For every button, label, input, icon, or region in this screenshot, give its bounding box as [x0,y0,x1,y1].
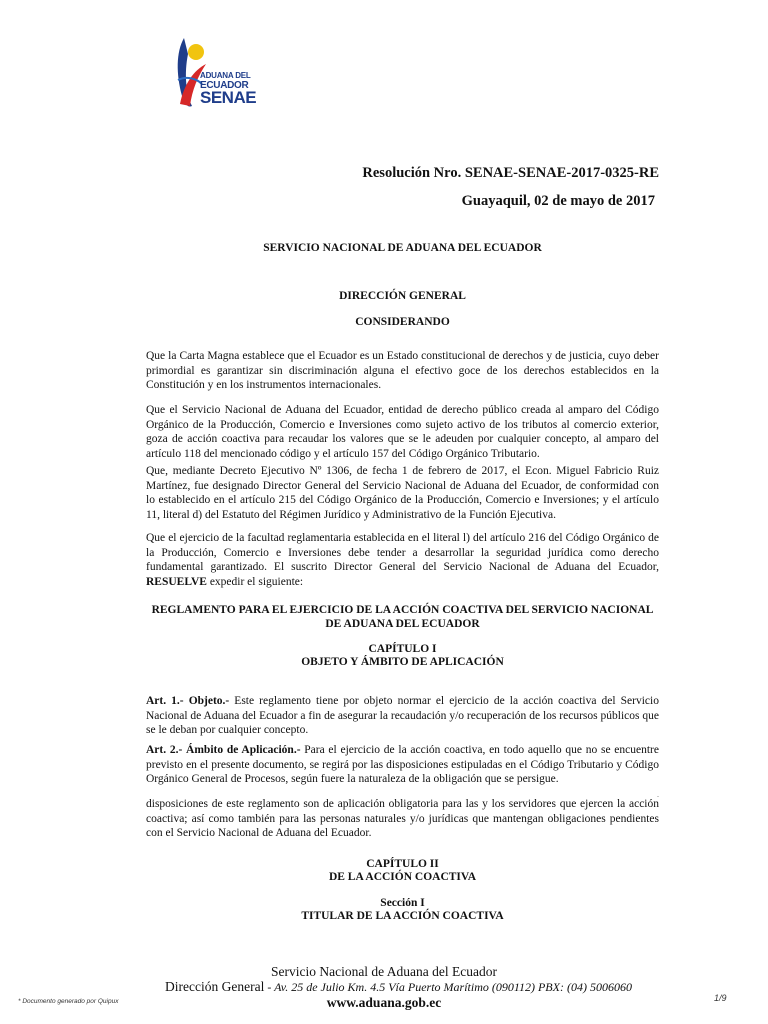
paragraph-2: Que el Servicio Nacional de Aduana del Ecuador, entidad de derecho público creada al amparo del Código Orgánico de la Producción, Comercio e Inversiones como sujeto activo de los tributos al comercio exterior, goza de acción coactiva para recaudar los valores que se le adeuden por cualquier concepto, al amparo del artículo 118 del mencionado código y el artículo 157 del Código Orgánico Tributario. [146,404,659,460]
paragraph-4-end: expedir el siguiente: [206,575,304,588]
paragraph-5: disposiciones de este reglamento son de aplicación obligatoria para las y los servidores que ejercen la acción coactiva; así como también para las personas naturales y/o jurídicas que mantengan obligaciones pendientes con el Servicio Nacional de Aduana del Ecuador. [146,798,659,839]
resuelve-keyword: RESUELVE [146,575,207,588]
regulation-title-line-2: DE ADUANA DEL ECUADOR [325,618,480,630]
paragraph-1: Que la Carta Magna establece que el Ecuador es un Estado constitucional de derechos y de justicia, cuyo deber primordial es garantizar sin discriminación alguna el efectivo goce de los derechos establecidos en la Constitución y en los instrumentos internacionales. [146,350,659,391]
paragraph-4-text: Que el ejercicio de la facultad reglamentaria establecida en el literal l) del artículo 216 del Código Orgánico de la Producción, Comercio e Inversiones debe tender a desarrollar la seguridad jurídica como derecho fundamental garantizado. El suscrito Director General del Servicio Nacional de Aduana del Ecuador, [146,532,659,573]
page-number: 1/9 [714,993,727,1003]
section-1-heading: Sección I [380,897,425,909]
logo-line-3: SENAE [200,88,257,107]
logo-line-2: ECUADOR [200,80,249,91]
chapter-1-heading: CAPÍTULO I [368,643,437,655]
footer-direction: Dirección General [165,979,265,994]
footer-address: - Av. 25 de Julio Km. 4.5 Vía Puerto Marítimo (090112) PBX: (04) 5006060 [264,980,632,994]
resolution-date: Guayaquil, 02 de mayo de 2017 [461,193,655,209]
article-1 [146,694,659,738]
chapter-1-title: OBJETO Y ÁMBITO DE APLICACIÓN [301,656,504,668]
article-2-text: Para el ejercicio de la acción coactiva, en todo aquello que no se encuentre previsto en el presente documento, se regirá por las disposiciones estipuladas en el Código Tributario y Código Orgánico General de Procesos, según fuere la naturaleza de la obligación que se persigue. [146,744,659,785]
paragraph-4 [146,531,659,589]
generated-note: * Documento generado por Quipux [18,998,119,1005]
logo-line-1: ADUANA DEL [200,71,251,80]
article-2 [146,743,659,787]
direction-heading: DIRECCIÓN GENERAL [339,290,466,302]
regulation-title-line-1: REGLAMENTO PARA EL EJERCICIO DE LA ACCIÓN COACTIVA DEL SERVICIO NACIONAL [151,604,654,616]
section-1-title: TITULAR DE LA ACCIÓN COACTIVA [301,910,504,922]
institution-heading: SERVICIO NACIONAL DE ADUANA DEL ECUADOR [263,242,542,254]
footer-institution: Servicio Nacional de Aduana del Ecuador [270,964,498,979]
footer-address-line [165,979,632,995]
paragraph-3: Que, mediante Decreto Ejecutivo Nº 1306, de fecha 1 de febrero de 2017, el Econ. Miguel Fabricio Ruiz Martínez, fue designado Director General del Servicio Nacional de Aduana del Ecuador, de conformidad con lo establecido en el artículo 215 del Código Orgánico de la Producción, Comercio e Inversiones; y el artículo 11, literal d) del Estatuto del Régimen Jurídico y Administrativo de la Función Ejecutiva. [146,465,659,521]
article-2-label: Art. 2.- Ámbito de Aplicación.- [146,744,301,756]
chapter-2-heading: CAPÍTULO II [366,858,439,870]
senae-logo [170,34,280,114]
chapter-2-title: DE LA ACCIÓN COACTIVA [328,871,477,883]
stray-mark: . [657,790,659,799]
considerando-heading: CONSIDERANDO [355,316,450,328]
article-1-label: Art. 1.- Objeto.- [146,695,230,707]
resolution-number: Resolución Nro. SENAE-SENAE-2017-0325-RE [362,165,659,181]
footer-website-link[interactable]: www.aduana.gob.ec [326,995,442,1010]
article-1-text: Este reglamento tiene por objeto normar el ejercicio de la acción coactiva del Servicio Nacional de Aduana del Ecuador a fin de asegurar la recaudación y/o recuperación de los recursos públicos que se le deban por cualquier concepto. [146,695,659,736]
